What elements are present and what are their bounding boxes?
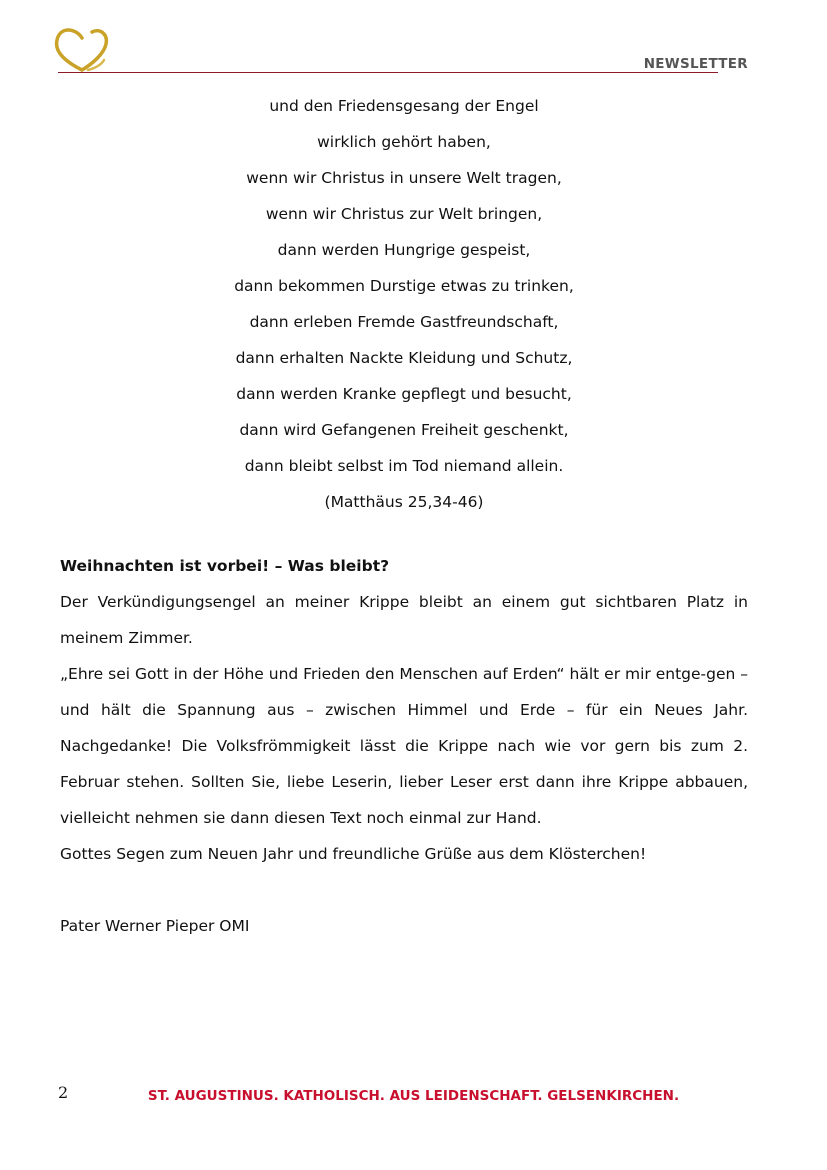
- page-number: 2: [58, 1083, 69, 1102]
- poem-citation: (Matthäus 25,34-46): [324, 493, 484, 511]
- poem-line: wenn wir Christus in unsere Welt tragen,: [246, 169, 562, 187]
- poem-line: dann bleibt selbst im Tod niemand allein.: [244, 457, 564, 475]
- poem-line: wenn wir Christus zur Welt bringen,: [265, 205, 543, 223]
- spacer: [60, 872, 748, 908]
- poem-line: dann werden Hungrige gespeist,: [277, 241, 531, 259]
- poem-line: dann erleben Fremde Gastfreundschaft,: [249, 313, 559, 331]
- heart-logo-icon: [52, 26, 112, 74]
- poem-line: dann bekommen Durstige etwas zu trinken,: [234, 277, 574, 295]
- article-body: [60, 548, 748, 944]
- signature: Pater Werner Pieper OMI: [60, 917, 250, 935]
- article-heading: Weihnachten ist vorbei! – Was bleibt?: [60, 557, 390, 575]
- header-divider: [58, 72, 718, 73]
- article-paragraph: Gottes Segen zum Neuen Jahr und freundliche Grüße aus dem Klösterchen!: [60, 845, 647, 863]
- newsletter-label: NEWSLETTER: [643, 56, 748, 72]
- article-paragraph: Der Verkündigungsengel an meiner Krippe bleibt an einem gut sichtbaren Platz in meinem Zimmer.: [60, 593, 748, 647]
- poem-block: [60, 88, 748, 520]
- poem-line: und den Friedensgesang der Engel: [269, 97, 539, 115]
- poem-line: dann wird Gefangenen Freiheit geschenkt,: [239, 421, 569, 439]
- poem-line: dann werden Kranke gepflegt und besucht,: [236, 385, 572, 403]
- footer-tagline: [0, 1088, 827, 1104]
- article-paragraph: „Ehre sei Gott in der Höhe und Frieden den Menschen auf Erden“ hält er mir entge-gen – und hält die Spannung aus – zwischen Himmel und Erde – für ein Neues Jahr. Nachgedanke! Die Volksfrömmigkeit lässt die Krippe nach wie vor gern bis zum 2. Februar stehen. Sollten Sie, liebe Leserin, lieber Leser erst dann ihre Krippe abbauen, vielleicht nehmen sie dann diesen Text noch einmal zur Hand.: [60, 665, 748, 827]
- footer-tagline-text: ST. AUGUSTINUS. KATHOLISCH. AUS LEIDENSCHAFT. GELSENKIRCHEN.: [147, 1088, 680, 1104]
- poem-line: wirklich gehört haben,: [317, 133, 491, 151]
- poem-line: dann erhalten Nackte Kleidung und Schutz,: [235, 349, 573, 367]
